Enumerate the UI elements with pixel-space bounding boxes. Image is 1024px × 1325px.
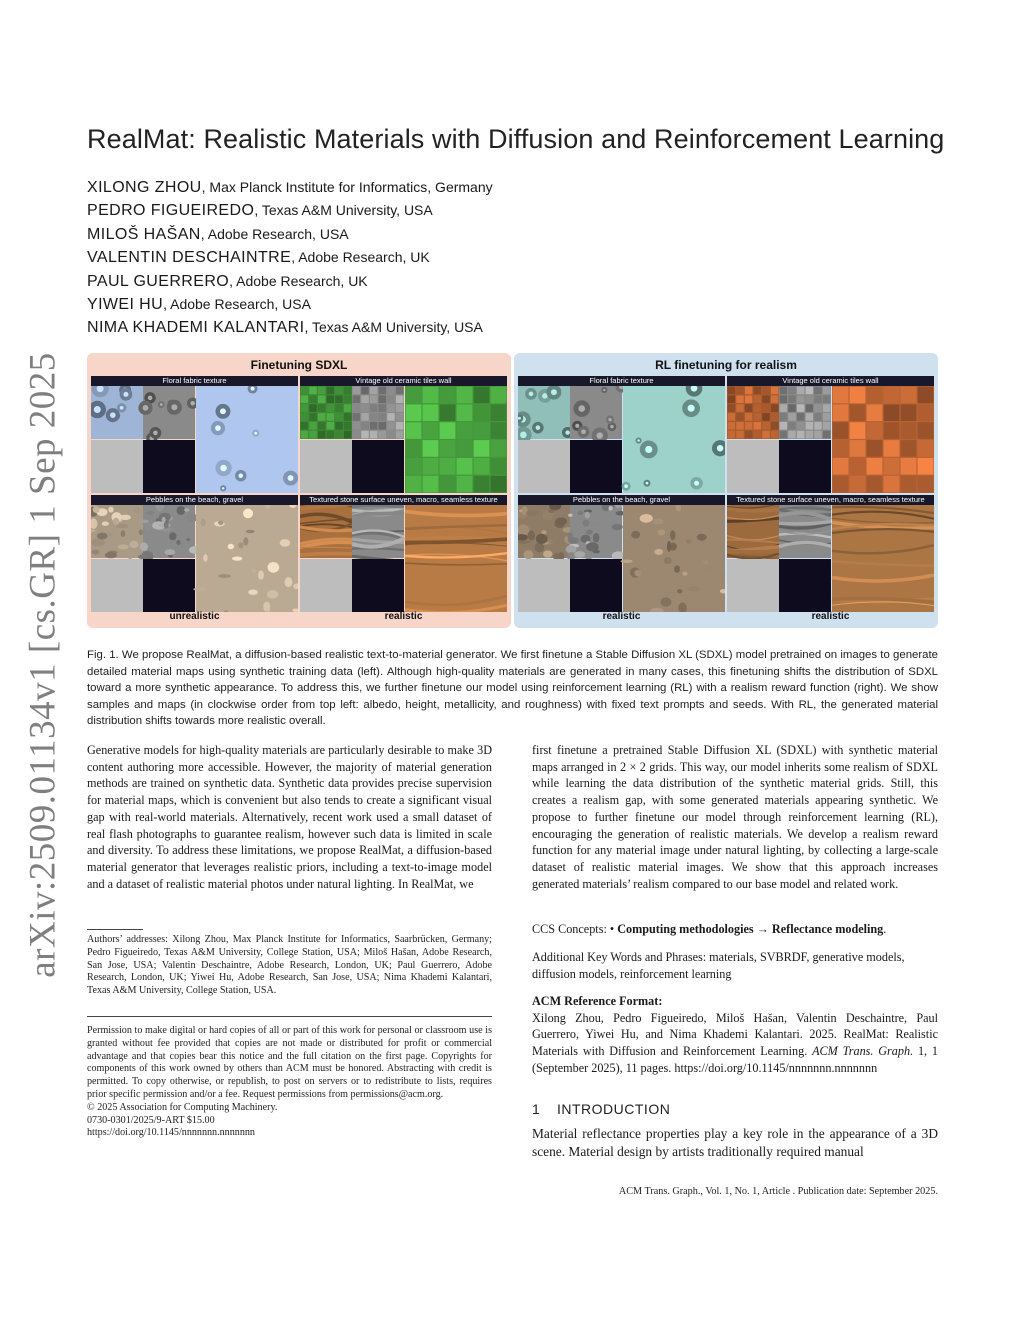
teaser-figure bbox=[87, 353, 938, 628]
reference-details: 1, 1 (September 2025), 11 pages. https://doi.org/10.1145/nnnnnnn.nnnnnnn bbox=[532, 1044, 938, 1075]
roughness-map bbox=[518, 440, 570, 493]
author-line bbox=[87, 176, 787, 199]
height-map bbox=[352, 386, 404, 439]
prompt-caption: Floral fabric texture bbox=[91, 376, 298, 386]
author-name: PAUL GUERRERO bbox=[87, 272, 230, 290]
author-name: YIWEI HU bbox=[87, 295, 164, 313]
page-footer: ACM Trans. Graph., Vol. 1, No. 1, Article . Publication date: September 2025. bbox=[618, 1186, 938, 1197]
prompt-caption: Floral fabric texture bbox=[518, 376, 725, 386]
albedo-map bbox=[300, 386, 352, 439]
material-maps bbox=[727, 505, 934, 612]
material-maps bbox=[727, 386, 934, 493]
metallicity-map bbox=[352, 440, 404, 493]
panel-title: Finetuning SDXL bbox=[250, 358, 348, 372]
rendered-material bbox=[193, 505, 298, 612]
author-line bbox=[87, 199, 787, 222]
roughness-map bbox=[727, 440, 779, 493]
material-sample bbox=[518, 376, 725, 493]
author-name: VALENTIN DESCHAINTRE bbox=[87, 249, 292, 267]
height-map bbox=[138, 505, 200, 561]
prompt-caption: Textured stone surface uneven, macro, seamless texture bbox=[300, 495, 507, 505]
material-sample bbox=[518, 495, 725, 612]
author-affiliation: , Texas A&M University, USA bbox=[304, 319, 483, 336]
metallicity-map bbox=[143, 440, 195, 493]
height-map bbox=[779, 386, 831, 439]
material-sample bbox=[91, 376, 298, 493]
material-sample bbox=[300, 495, 507, 612]
albedo-map bbox=[91, 505, 143, 559]
roughness-map bbox=[518, 559, 570, 612]
author-name: MILOŠ HAŠAN bbox=[87, 225, 201, 243]
author-affiliation: , Adobe Research, USA bbox=[163, 295, 311, 312]
doi-line[interactable]: https://doi.org/10.1145/nnnnnnn.nnnnnnn bbox=[87, 1127, 255, 1139]
ccs-prefix: CCS Concepts: • bbox=[532, 922, 618, 936]
roughness-map bbox=[300, 559, 352, 612]
metallicity-map bbox=[352, 559, 404, 612]
arxiv-stamp bbox=[14, 352, 72, 978]
author-affiliation: , Texas A&M University, USA bbox=[254, 202, 433, 219]
prompt-caption: Vintage old ceramic tiles wall bbox=[300, 376, 507, 386]
paper-title: RealMat: Realistic Materials with Diffusion and Reinforcement Learning bbox=[87, 124, 945, 154]
albedo-map bbox=[91, 386, 143, 439]
permission-text: Permission to make digital or hard copies of all or part of this work for personal or classroom use is granted without fee provided that copies are not made or distributed for profit or commercial advantage and that copies bear this notice and the full citation on the first page. Copyrights for components of this work owned by others than ACM must be honored. Abstracting with credit is permitted. To copy otherwise, or republish, to post on servers or to redistribute to lists, requires prior specific permission and/or a fee. Request permissions from permissions@acm.org. bbox=[87, 1025, 492, 1100]
material-maps bbox=[300, 505, 507, 612]
prompt-caption: Vintage old ceramic tiles wall bbox=[727, 376, 934, 386]
rendered-material bbox=[405, 505, 507, 612]
copyright-line: © 2025 Association for Computing Machinery. bbox=[87, 1101, 278, 1113]
metallicity-map bbox=[570, 440, 622, 493]
reference-journal: ACM Trans. Graph. bbox=[812, 1044, 914, 1059]
material-maps bbox=[300, 386, 507, 493]
author-addresses: Authors’ addresses: Xilong Zhou, Max Planck Institute for Informatics, Saarbrücken, Germany; Pedro Figueiredo, Texas A&M University, College Station, USA; Miloš Hašan, Adobe Research, San Jose, USA; Valentin Deschaintre, Adobe Research, London, UK; Paul Guerrero, Adobe Research, London, UK; Yiwei Hu, Adobe Research, San Jose, USA; Nima Khademi Kalantari, Texas A&M University, College Station, USA. bbox=[87, 934, 492, 997]
finetuning-sdxl-panel bbox=[87, 353, 511, 628]
author-list bbox=[87, 176, 787, 340]
panel-title: RL finetuning for realism bbox=[655, 358, 797, 372]
author-line bbox=[87, 223, 787, 246]
abstract-right-column: first finetune a pretrained Stable Diffusion XL (SDXL) with synthetic material maps arranged in 2 × 2 grids. This way, our model inherits some realism of SDXL while learning the data distribution of the synthetic material grids. Still, this creates a realism gap, with some generated materials appearing synthetic. We propose to further finetune our model through reinforcement learning (RL), encouraging the generation of realistic materials. We develop a realism reward function for any material image under natural lighting, by collecting a large-scale dataset of realistic material images. We show that this approach increases generated materials’ realism compared to our base model and related work. bbox=[532, 743, 938, 891]
arxiv-stamp-text: arXiv:2509.01134v1 [cs.GR] 1 Sep 2025 bbox=[22, 352, 64, 978]
roughness-map bbox=[91, 440, 143, 493]
author-line bbox=[87, 293, 787, 316]
material-maps bbox=[518, 386, 725, 493]
author-line bbox=[87, 270, 787, 293]
height-map bbox=[138, 386, 198, 444]
permission-notice bbox=[87, 1025, 492, 1140]
albedo-map bbox=[300, 505, 352, 558]
rendered-material bbox=[832, 505, 934, 612]
permission-rule bbox=[87, 1016, 492, 1017]
realism-label: realistic bbox=[811, 611, 850, 622]
figure-caption: Fig. 1. We propose RealMat, a diffusion-based realistic text-to-material generator. We first finetune a Stable Diffusion XL (SDXL) model pretrained on images to generate detailed material maps using synthetic training data (left). Although high-quality materials are generated in many cases, this finetuning shifts the distribution of SDXL toward a more synthetic appearance. To address this, we further finetune our model using reinforcement learning (RL) with a realism reward function (right). We show samples and maps (in clockwise order from top left: albedo, height, metallicity, and roughness) with fixed text prompts and seeds. With RL, the generated material distribution shifts towards more realistic overall. bbox=[87, 649, 938, 728]
roughness-map bbox=[300, 440, 352, 493]
prompt-caption: Pebbles on the beach, gravel bbox=[518, 495, 725, 505]
material-maps bbox=[91, 505, 298, 612]
realism-label: unrealistic bbox=[169, 611, 220, 622]
metallicity-map bbox=[143, 559, 195, 612]
rendered-material bbox=[196, 386, 298, 493]
metallicity-map bbox=[570, 559, 622, 612]
material-sample bbox=[300, 376, 507, 493]
ccs-concept: Computing methodologies → Reflectance modeling bbox=[617, 922, 884, 936]
introduction-text: Material reflectance properties play a key role in the appearance of a 3D scene. Material design by artists traditionally required manual bbox=[532, 1126, 938, 1159]
material-maps bbox=[518, 505, 725, 612]
rl-finetuning-panel bbox=[514, 353, 938, 628]
rendered-material bbox=[621, 505, 725, 612]
acm-reference-format bbox=[532, 993, 938, 1077]
issn-line: 0730-0301/2025/9-ART $15.00 bbox=[87, 1114, 215, 1126]
height-map bbox=[570, 386, 627, 444]
prompt-caption: Textured stone surface uneven, macro, seamless texture bbox=[727, 495, 934, 505]
material-sample bbox=[727, 376, 934, 493]
rendered-material bbox=[405, 386, 507, 493]
acm-reference-heading: ACM Reference Format: bbox=[532, 994, 663, 1008]
height-map bbox=[566, 505, 626, 562]
author-line bbox=[87, 246, 787, 269]
acm-reference-text bbox=[532, 1010, 938, 1077]
author-name: NIMA KHADEMI KALANTARI bbox=[87, 319, 305, 337]
footnote-rule bbox=[87, 929, 143, 930]
section-number: 1 bbox=[532, 1101, 541, 1117]
ccs-concepts bbox=[532, 921, 938, 938]
author-affiliation: , Adobe Research, UK bbox=[291, 249, 430, 266]
keywords: Additional Key Words and Phrases: materials, SVBRDF, generative models, diffusion models, reinforcement learning bbox=[532, 950, 905, 981]
author-affiliation: , Adobe Research, UK bbox=[229, 272, 368, 289]
albedo-map bbox=[727, 386, 779, 439]
reference-authors: Xilong Zhou, Pedro Figueiredo, Miloš Hašan, Valentin Deschaintre, Paul Guerrero, Yiwei Hu, and Nima Khademi Kalantari. 2025. RealMat: Realistic Materials with Diffusion and Reinforcement Learning. bbox=[532, 1010, 938, 1059]
roughness-map bbox=[91, 559, 143, 612]
author-affiliation: , Adobe Research, USA bbox=[200, 225, 349, 242]
rendered-material bbox=[622, 386, 725, 493]
abstract-left-column: Generative models for high-quality materials are particularly desirable to make 3D content authoring more accessible. However, the majority of material generation methods are trained on synthetic data. Synthetic data provides precise supervision for material maps, which is convenient but also tends to create a significant visual gap with real-world materials. Alternatively, recent work used a small dataset of real flash photographs to guarantee realism, however such data is limited in scale and diversity. To address these limitations, we propose RealMat, a diffusion-based material generator that leverages realistic priors, including a text-to-image model and a dataset of realistic material photos under natural lighting. In RealMat, we bbox=[87, 743, 492, 891]
albedo-map bbox=[518, 386, 573, 443]
realism-label: realistic bbox=[384, 611, 423, 622]
albedo-map bbox=[727, 505, 779, 559]
section-heading bbox=[532, 1101, 938, 1117]
section-title: INTRODUCTION bbox=[557, 1101, 671, 1117]
rendered-material bbox=[832, 386, 934, 493]
ccs-suffix: . bbox=[883, 922, 887, 936]
metallicity-map bbox=[779, 440, 831, 493]
height-map bbox=[352, 505, 404, 561]
metallicity-map bbox=[779, 559, 831, 612]
author-name: PEDRO FIGUEIREDO bbox=[87, 202, 255, 220]
material-sample bbox=[91, 495, 298, 612]
albedo-map bbox=[518, 505, 576, 561]
author-line bbox=[87, 316, 787, 339]
prompt-caption: Pebbles on the beach, gravel bbox=[91, 495, 298, 505]
material-maps bbox=[91, 386, 298, 493]
author-affiliation: , Max Planck Institute for Informatics, Germany bbox=[201, 179, 493, 195]
material-sample bbox=[727, 495, 934, 612]
author-name: XILONG ZHOU bbox=[87, 179, 202, 196]
height-map bbox=[779, 505, 831, 558]
realism-label: realistic bbox=[602, 611, 641, 622]
roughness-map bbox=[727, 559, 779, 612]
